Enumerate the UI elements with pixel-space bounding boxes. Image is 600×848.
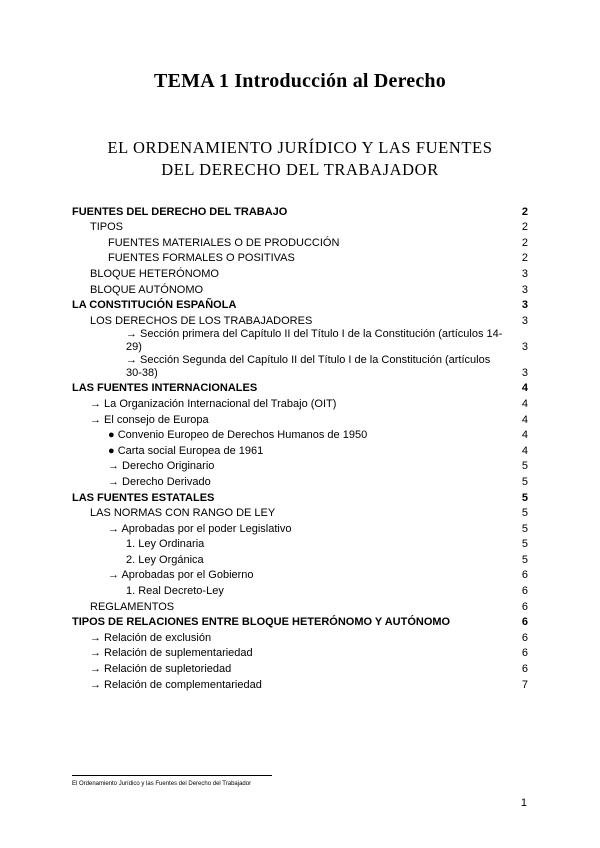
toc-entry[interactable] [72,219,528,235]
toc-entry-label: 2. Ley Orgánica [126,553,204,566]
toc-entry[interactable] [72,645,528,661]
toc-entry-label: TIPOS [90,221,124,234]
toc-entry-label: → Relación de supletoriedad [90,663,232,676]
toc-entry-page: 6 [521,663,528,676]
toc-entry[interactable] [72,567,528,583]
toc-entry-label: ● Convenio Europeo de Derechos Humanos de 1950 [108,429,368,442]
toc-entry-page: 5 [521,538,528,551]
toc-entry-label: → El consejo de Europa [90,413,209,426]
toc-entry[interactable] [72,395,528,411]
toc-entry[interactable] [72,312,528,328]
toc-entry[interactable] [72,629,528,645]
toc-entry[interactable] [72,411,528,427]
toc-entry-page: 7 [521,678,528,691]
toc-entry-page: 4 [521,429,528,442]
toc-entry-page: 5 [521,553,528,566]
toc-entry-label: ● Carta social Europea de 1961 [108,444,264,457]
toc-entry-label: → Sección primera del Capítulo II del Título I de la Constitución (artículos 14-29) [126,327,503,353]
toc-entry[interactable] [72,598,528,614]
toc-entry-page: 6 [521,585,528,598]
toc-entry-label: LA CONSTITUCIÓN ESPAÑOLA [72,299,237,312]
toc-entry-label: LOS DERECHOS DE LOS TRABAJADORES [90,314,313,327]
toc-entry-label: LAS FUENTES INTERNACIONALES [72,382,258,395]
toc-entry[interactable] [72,551,528,567]
toc-entry-label: FUENTES DEL DERECHO DEL TRABAJO [72,205,288,218]
footnote-text: El Ordenamiento Jurídico y las Fuentes del Derecho del Trabajador [72,781,252,787]
document-subtitle [0,137,600,181]
toc-entry-page: 3 [521,314,528,327]
toc-entry[interactable] [72,354,528,380]
toc-entry-page: 3 [521,267,528,280]
toc-entry-page: 6 [521,631,528,644]
toc-entry-page: 2 [521,205,528,218]
toc-entry-page: 2 [521,236,528,249]
toc-entry-label: → Relación de exclusión [90,631,212,644]
document-title: TEMA 1 Introducción al Derecho [154,70,446,92]
toc-entry[interactable] [72,281,528,297]
subtitle-line-2: DEL DERECHO DEL TRABAJADOR [161,160,439,179]
toc-entry[interactable] [72,203,528,219]
toc-entry[interactable] [72,660,528,676]
toc-entry-page: 2 [521,221,528,234]
toc-entry-page: 4 [521,382,528,395]
toc-entry-label: → La Organización Internacional del Trabajo (OIT) [90,397,337,410]
footnote-divider [72,775,272,776]
toc-entry-page: 6 [521,569,528,582]
toc-entry[interactable] [72,265,528,281]
toc-entry[interactable] [72,614,528,630]
toc-entry-label: BLOQUE HETERÓNOMO [90,267,219,280]
toc-entry-page: 6 [521,600,528,613]
toc-entry[interactable] [72,427,528,443]
toc-entry-label: TIPOS DE RELACIONES ENTRE BLOQUE HETERÓNOMO Y AUTÓNOMO [72,616,451,629]
toc-entry-page: 3 [521,366,528,379]
toc-entry[interactable] [72,250,528,266]
toc-entry-page: 3 [521,299,528,312]
toc-entry[interactable] [72,458,528,474]
toc-entry-label: FUENTES FORMALES O POSITIVAS [108,252,295,265]
toc-entry-label: FUENTES MATERIALES O DE PRODUCCIÓN [108,236,340,249]
toc-entry-page: 4 [521,413,528,426]
toc-entry-page: 5 [521,491,528,504]
toc-entry-page: 5 [521,522,528,535]
toc-entry-label: → Relación de complementariedad [90,678,262,691]
table-of-contents [72,203,528,692]
toc-entry-label: → Relación de suplementariedad [90,647,253,660]
subtitle-line-1: EL ORDENAMIENTO JURÍDICO Y LAS FUENTES [107,138,493,157]
toc-entry-page: 4 [521,397,528,410]
toc-entry-label: 1. Real Decreto-Ley [126,585,224,598]
toc-entry-page: 6 [521,647,528,660]
toc-entry[interactable] [72,297,528,313]
toc-entry[interactable] [72,520,528,536]
toc-entry[interactable] [72,328,528,354]
toc-entry[interactable] [72,582,528,598]
toc-entry[interactable] [72,536,528,552]
toc-entry[interactable] [72,380,528,396]
toc-entry-label: → Sección Segunda del Capítulo II del Título I de la Constitución (artículos 30-38) [126,353,491,379]
toc-entry-label: → Derecho Originario [108,460,215,473]
toc-entry-label: BLOQUE AUTÓNOMO [90,283,204,296]
toc-entry[interactable] [72,442,528,458]
toc-entry-page: 5 [521,507,528,520]
toc-entry-page: 3 [521,283,528,296]
toc-entry-page: 5 [521,460,528,473]
toc-entry[interactable] [72,505,528,521]
toc-entry-page: 3 [521,340,528,353]
toc-entry-page: 5 [521,475,528,488]
page-number: 1 [520,797,527,809]
toc-entry-page: 2 [521,252,528,265]
toc-entry-page: 4 [521,444,528,457]
toc-entry-label: LAS NORMAS CON RANGO DE LEY [90,507,276,520]
toc-entry[interactable] [72,676,528,692]
toc-entry-page: 6 [521,616,528,629]
toc-entry[interactable] [72,473,528,489]
toc-entry[interactable] [72,234,528,250]
toc-entry-label: REGLAMENTOS [90,600,175,613]
toc-entry-label: LAS FUENTES ESTATALES [72,491,215,504]
toc-entry-label: → Aprobadas por el Gobierno [108,569,254,582]
toc-entry-label: 1. Ley Ordinaria [126,538,205,551]
toc-entry-label: → Aprobadas por el poder Legislativo [108,522,292,535]
toc-entry[interactable] [72,489,528,505]
toc-entry-label: → Derecho Derivado [108,475,211,488]
